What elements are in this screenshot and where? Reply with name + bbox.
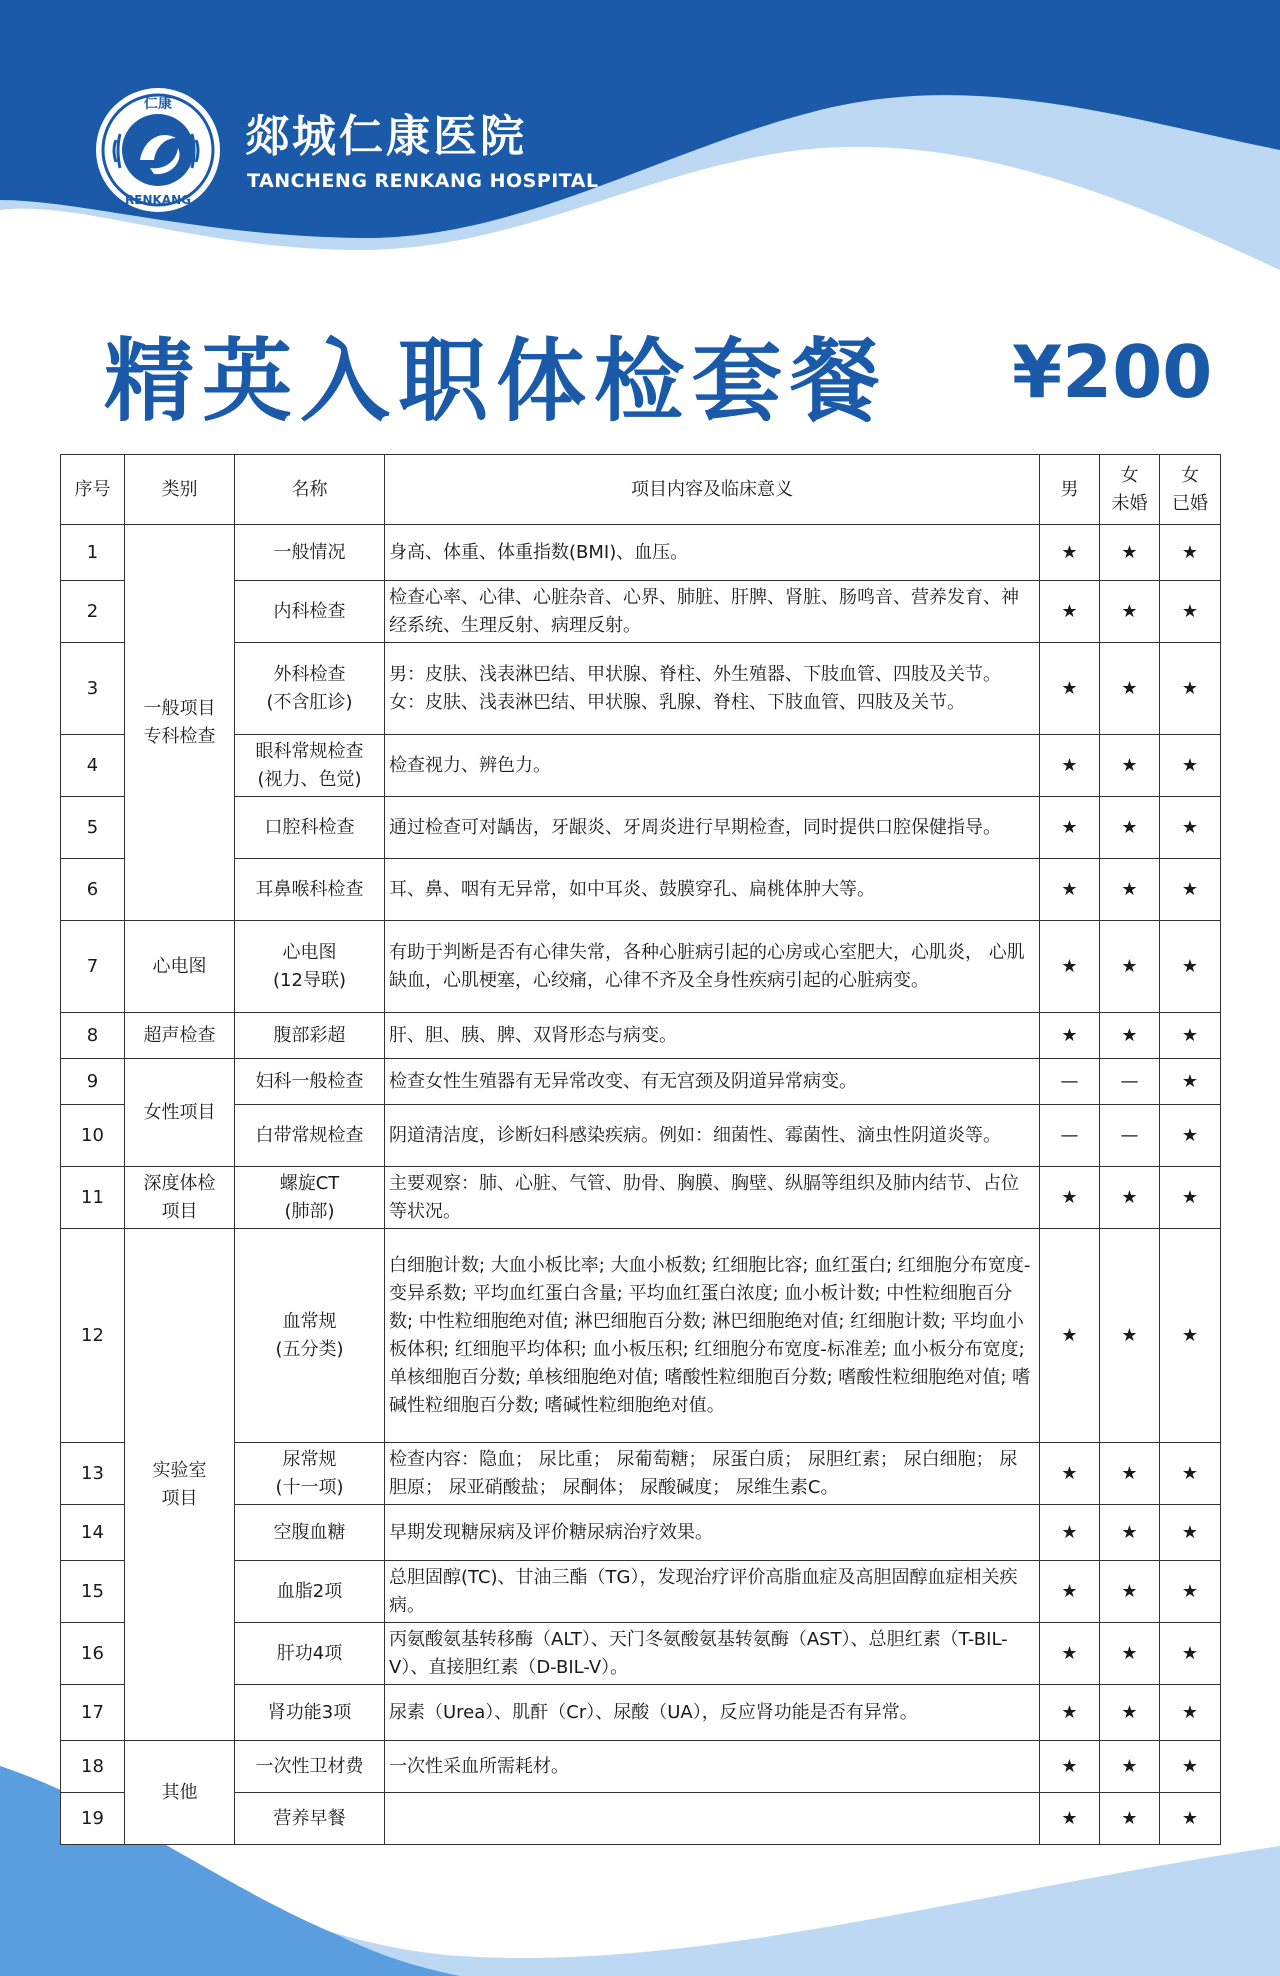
table-row xyxy=(61,1505,1221,1561)
item-name xyxy=(235,1229,385,1443)
female-married-mark: ★ xyxy=(1160,1013,1221,1059)
item-name-line: 白带常规检查 xyxy=(255,1124,364,1146)
item-name xyxy=(235,1443,385,1505)
item-name-line: 血常规 xyxy=(282,1310,337,1332)
item-content xyxy=(385,581,1040,643)
item-content-text: 检查心率、心律、心脏杂音、心界、肺脏、肝脾、肾脏、肠鸣音、营养发育、神经系统、生理反射、病理反射。 xyxy=(389,586,1019,636)
female-single-mark: ★ xyxy=(1100,1685,1160,1741)
item-content xyxy=(385,1443,1040,1505)
item-name xyxy=(235,1167,385,1229)
category-label: 深度体检 xyxy=(143,1172,216,1194)
table-row xyxy=(61,1167,1221,1229)
item-content xyxy=(385,1623,1040,1685)
male-mark: — xyxy=(1040,1105,1100,1167)
item-content xyxy=(385,921,1040,1013)
item-name-line: 耳鼻喉科检查 xyxy=(255,878,364,900)
table-header-row xyxy=(61,455,1221,525)
female-married-mark: ★ xyxy=(1160,1229,1221,1443)
item-name xyxy=(235,1505,385,1561)
item-content xyxy=(385,1229,1040,1443)
item-name xyxy=(235,1561,385,1623)
male-mark: ★ xyxy=(1040,921,1100,1013)
item-name xyxy=(235,921,385,1013)
table-row xyxy=(61,525,1221,581)
item-content-text: 早期发现糖尿病及评价糖尿病治疗效果。 xyxy=(389,1521,713,1543)
male-mark: — xyxy=(1040,1059,1100,1105)
item-content xyxy=(385,1505,1040,1561)
header-content: 项目内容及临床意义 xyxy=(385,455,1040,525)
item-content-text: 身高、体重、体重指数(BMI)、血压。 xyxy=(389,541,689,563)
table-row xyxy=(61,1013,1221,1059)
package-title: 精英入职体检套餐 xyxy=(104,329,888,434)
female-single-mark: ★ xyxy=(1100,525,1160,581)
item-name-line: 空腹血糖 xyxy=(273,1521,346,1543)
row-number: 6 xyxy=(61,859,125,921)
male-mark: ★ xyxy=(1040,643,1100,735)
row-number: 11 xyxy=(61,1167,125,1229)
female-single-mark: ★ xyxy=(1100,1229,1160,1443)
male-mark: ★ xyxy=(1040,581,1100,643)
item-content-text: 主要观察：肺、心脏、气管、肋骨、胸膜、胸壁、纵膈等组织及肺内结节、占位等状况。 xyxy=(389,1172,1019,1222)
row-number: 15 xyxy=(61,1561,125,1623)
female-married-mark: ★ xyxy=(1160,1685,1221,1741)
item-content xyxy=(385,1685,1040,1741)
exam-items-table xyxy=(60,454,1221,1845)
item-name xyxy=(235,1013,385,1059)
item-name xyxy=(235,797,385,859)
male-mark: ★ xyxy=(1040,525,1100,581)
item-name-line: (12导联) xyxy=(273,969,346,991)
item-name-line: (肺部) xyxy=(284,1200,335,1222)
table-row xyxy=(61,581,1221,643)
item-name-line: 腹部彩超 xyxy=(273,1024,346,1046)
category-general xyxy=(125,525,235,921)
item-name-line: (十一项) xyxy=(275,1476,344,1498)
row-number: 2 xyxy=(61,581,125,643)
item-content-text: 肝、胆、胰、脾、双肾形态与病变。 xyxy=(389,1024,677,1046)
female-married-mark: ★ xyxy=(1160,525,1221,581)
table-row xyxy=(61,1741,1221,1793)
row-number: 3 xyxy=(61,643,125,735)
item-name-line: (不含肛诊) xyxy=(266,691,353,713)
row-number: 4 xyxy=(61,735,125,797)
item-content-text: 尿素（Urea）、肌酐（Cr）、尿酸（UA），反应肾功能是否有异常。 xyxy=(389,1701,918,1723)
item-content-text: 一次性采血所需耗材。 xyxy=(389,1755,569,1777)
female-single-mark: — xyxy=(1100,1059,1160,1105)
female-married-mark: ★ xyxy=(1160,1505,1221,1561)
category-label: 超声检查 xyxy=(143,1024,216,1046)
item-content xyxy=(385,1013,1040,1059)
row-number: 19 xyxy=(61,1793,125,1845)
female-married-mark: ★ xyxy=(1160,797,1221,859)
female-married-mark: ★ xyxy=(1160,581,1221,643)
table-row xyxy=(61,643,1221,735)
male-mark: ★ xyxy=(1040,1443,1100,1505)
item-content-text: 阴道清洁度，诊断妇科感染疾病。例如：细菌性、霉菌性、滴虫性阴道炎等。 xyxy=(389,1124,1001,1146)
logo-text-top: 仁康 xyxy=(144,96,172,112)
category-other xyxy=(125,1741,235,1845)
item-name xyxy=(235,735,385,797)
item-name-line: 螺旋CT xyxy=(279,1172,340,1194)
category-label: 心电图 xyxy=(152,955,207,977)
female-single-mark: ★ xyxy=(1100,921,1160,1013)
item-name-line: 外科检查 xyxy=(273,663,346,685)
female-single-mark: ★ xyxy=(1100,643,1160,735)
item-name xyxy=(235,525,385,581)
male-mark: ★ xyxy=(1040,859,1100,921)
item-content xyxy=(385,1793,1040,1845)
item-name xyxy=(235,1741,385,1793)
item-name-line: (五分类) xyxy=(275,1338,344,1360)
header-female-single xyxy=(1100,455,1160,525)
female-single-mark: ★ xyxy=(1100,1561,1160,1623)
female-single-mark: ★ xyxy=(1100,581,1160,643)
male-mark: ★ xyxy=(1040,1685,1100,1741)
item-content-text: 检查视力、辨色力。 xyxy=(389,754,551,776)
category-ultrasound xyxy=(125,1013,235,1059)
category-label: 其他 xyxy=(161,1781,198,1803)
female-married-mark: ★ xyxy=(1160,1105,1221,1167)
female-single-mark: — xyxy=(1100,1105,1160,1167)
hospital-name-en: TANCHENG RENKANG HOSPITAL xyxy=(247,170,599,192)
table-row xyxy=(61,1443,1221,1505)
row-number: 16 xyxy=(61,1623,125,1685)
row-number: 10 xyxy=(61,1105,125,1167)
table-row xyxy=(61,1623,1221,1685)
header-female-single-line2: 未婚 xyxy=(1111,492,1148,514)
male-mark: ★ xyxy=(1040,1793,1100,1845)
logo-text-bottom: RENKANG xyxy=(125,193,191,207)
header-female-married-line1: 女 xyxy=(1181,464,1199,486)
male-mark: ★ xyxy=(1040,1167,1100,1229)
item-content-text: 通过检查可对龋齿，牙龈炎、牙周炎进行早期检查，同时提供口腔保健指导。 xyxy=(389,816,1001,838)
item-content xyxy=(385,1059,1040,1105)
male-mark: ★ xyxy=(1040,797,1100,859)
row-number: 18 xyxy=(61,1741,125,1793)
row-number: 5 xyxy=(61,797,125,859)
female-married-mark: ★ xyxy=(1160,1793,1221,1845)
table-row xyxy=(61,859,1221,921)
female-married-mark: ★ xyxy=(1160,1167,1221,1229)
male-mark: ★ xyxy=(1040,1561,1100,1623)
item-content-text: 检查内容：隐血； 尿比重； 尿葡萄糖； 尿蛋白质； 尿胆红素； 尿白细胞； 尿胆原； 尿亚硝酸盐； 尿酮体； 尿酸碱度； 尿维生素C。 xyxy=(389,1448,1018,1498)
table-row xyxy=(61,1105,1221,1167)
row-number: 1 xyxy=(61,525,125,581)
item-name xyxy=(235,1685,385,1741)
table-row xyxy=(61,1059,1221,1105)
female-married-mark: ★ xyxy=(1160,735,1221,797)
item-name xyxy=(235,1623,385,1685)
female-single-mark: ★ xyxy=(1100,797,1160,859)
item-content-text: 有助于判断是否有心律失常，各种心脏病引起的心房或心室肥大，心肌炎， 心肌缺血，心肌梗塞，心绞痛，心律不齐及全身性疾病引起的心脏病变。 xyxy=(389,941,1025,991)
row-number: 14 xyxy=(61,1505,125,1561)
category-label: 女性项目 xyxy=(143,1101,216,1123)
item-name-line: 肝功4项 xyxy=(276,1642,343,1664)
category-female xyxy=(125,1059,235,1167)
female-single-mark: ★ xyxy=(1100,1741,1160,1793)
row-number: 8 xyxy=(61,1013,125,1059)
item-content-text: 丙氨酸氨基转移酶（ALT）、天门冬氨酸氨基转氨酶（AST）、总胆红素（T-BIL-V）、直接胆红素（D-BIL-V）。 xyxy=(389,1628,1008,1678)
item-content xyxy=(385,797,1040,859)
item-name xyxy=(235,581,385,643)
item-content-text: 耳、鼻、咽有无异常，如中耳炎、鼓膜穿孔、扁桃体肿大等。 xyxy=(389,878,875,900)
male-mark: ★ xyxy=(1040,1505,1100,1561)
header-male: 男 xyxy=(1040,455,1100,525)
table-row xyxy=(61,735,1221,797)
male-mark: ★ xyxy=(1040,735,1100,797)
header-category: 类别 xyxy=(125,455,235,525)
item-content xyxy=(385,1741,1040,1793)
item-content xyxy=(385,735,1040,797)
female-single-mark: ★ xyxy=(1100,1505,1160,1561)
item-name-line: 眼科常规检查 xyxy=(255,740,364,762)
item-content-text: 男：皮肤、浅表淋巴结、甲状腺、脊柱、外生殖器、下肢血管、四肢及关节。 xyxy=(389,663,1001,685)
category-deep xyxy=(125,1167,235,1229)
item-name-line: 血脂2项 xyxy=(276,1580,343,1602)
table-row xyxy=(61,1561,1221,1623)
header-female-single-line1: 女 xyxy=(1120,464,1139,486)
header-no: 序号 xyxy=(61,455,125,525)
female-married-mark: ★ xyxy=(1160,1443,1221,1505)
item-name xyxy=(235,1105,385,1167)
item-name xyxy=(235,643,385,735)
item-name-line: (视力、色觉) xyxy=(257,768,362,790)
row-number: 12 xyxy=(61,1229,125,1443)
category-label: 项目 xyxy=(161,1200,198,1222)
female-single-mark: ★ xyxy=(1100,1167,1160,1229)
item-content-text: 总胆固醇(TC)、甘油三酯（TG），发现治疗评价高脂血症及高胆固醇血症相关疾病。 xyxy=(389,1566,1018,1616)
female-single-mark: ★ xyxy=(1100,1623,1160,1685)
item-name xyxy=(235,1793,385,1845)
female-married-mark: ★ xyxy=(1160,1741,1221,1793)
table-row xyxy=(61,797,1221,859)
header-name: 名称 xyxy=(235,455,385,525)
female-single-mark: ★ xyxy=(1100,1013,1160,1059)
female-single-mark: ★ xyxy=(1100,859,1160,921)
hospital-name-cn: 郯城仁康医院 xyxy=(245,111,527,162)
header-female-married-line2: 已婚 xyxy=(1172,492,1208,514)
item-content xyxy=(385,1561,1040,1623)
category-label: 专科检查 xyxy=(143,725,216,747)
row-number: 9 xyxy=(61,1059,125,1105)
category-ecg xyxy=(125,921,235,1013)
item-name xyxy=(235,1059,385,1105)
item-name-line: 妇科一般检查 xyxy=(255,1070,364,1092)
item-name-line: 营养早餐 xyxy=(273,1807,346,1829)
female-married-mark: ★ xyxy=(1160,859,1221,921)
row-number: 17 xyxy=(61,1685,125,1741)
male-mark: ★ xyxy=(1040,1623,1100,1685)
item-name-line: 一次性卫材费 xyxy=(255,1755,364,1777)
item-content-text: 检查女性生殖器有无异常改变、有无宫颈及阴道异常病变。 xyxy=(389,1070,857,1092)
item-content xyxy=(385,1167,1040,1229)
female-married-mark: ★ xyxy=(1160,643,1221,735)
category-lab xyxy=(125,1229,235,1741)
item-content xyxy=(385,643,1040,735)
female-married-mark: ★ xyxy=(1160,921,1221,1013)
male-mark: ★ xyxy=(1040,1013,1100,1059)
male-mark: ★ xyxy=(1040,1229,1100,1443)
category-label: 项目 xyxy=(161,1487,198,1509)
package-price: ¥200 xyxy=(1012,330,1213,414)
table-row xyxy=(61,1685,1221,1741)
item-content xyxy=(385,859,1040,921)
female-married-mark: ★ xyxy=(1160,1059,1221,1105)
female-married-mark: ★ xyxy=(1160,1623,1221,1685)
item-name-line: 尿常规 xyxy=(282,1448,337,1470)
item-content xyxy=(385,525,1040,581)
female-married-mark: ★ xyxy=(1160,1561,1221,1623)
item-name-line: 内科检查 xyxy=(273,600,346,622)
item-name-line: 一般情况 xyxy=(273,541,346,563)
row-number: 13 xyxy=(61,1443,125,1505)
item-name-line: 心电图 xyxy=(282,941,337,963)
table-row xyxy=(61,921,1221,1013)
female-single-mark: ★ xyxy=(1100,1793,1160,1845)
item-name-line: 肾功能3项 xyxy=(267,1701,352,1723)
item-content-text: 白细胞计数; 大血小板比率; 大血小板数; 红细胞比容; 血红蛋白; 红细胞分布宽度-变异系数; 平均血红蛋白含量; 平均血红蛋白浓度; 血小板计数; 中性粒细胞百分数; 中性粒细胞绝对值; 淋巴细胞百分数; 淋巴细胞绝对值; 红细胞计数; 平均血小板体积; 红细胞平均体积; 血小板压积; 红细胞分布宽度-标准差; 血小板分布宽度; 单核细胞百分数; 单核细胞绝对值; 嗜酸性粒细胞百分数; 嗜酸性粒细胞绝对值; 嗜碱性粒细胞百分数; 嗜碱性粒细胞绝对值。 xyxy=(389,1254,1031,1416)
item-name-line: 口腔科检查 xyxy=(264,816,355,838)
row-number: 7 xyxy=(61,921,125,1013)
item-name xyxy=(235,859,385,921)
table-row xyxy=(61,1793,1221,1845)
category-label: 一般项目 xyxy=(143,697,216,719)
item-content-text-2: 女：皮肤、浅表淋巴结、甲状腺、乳腺、脊柱、下肢血管、四肢及关节。 xyxy=(389,691,965,713)
category-label: 实验室 xyxy=(152,1459,207,1481)
female-single-mark: ★ xyxy=(1100,1443,1160,1505)
item-content xyxy=(385,1105,1040,1167)
table-row xyxy=(61,1229,1221,1443)
male-mark: ★ xyxy=(1040,1741,1100,1793)
hospital-logo xyxy=(92,84,224,216)
header-female-married xyxy=(1160,455,1221,525)
female-single-mark: ★ xyxy=(1100,735,1160,797)
